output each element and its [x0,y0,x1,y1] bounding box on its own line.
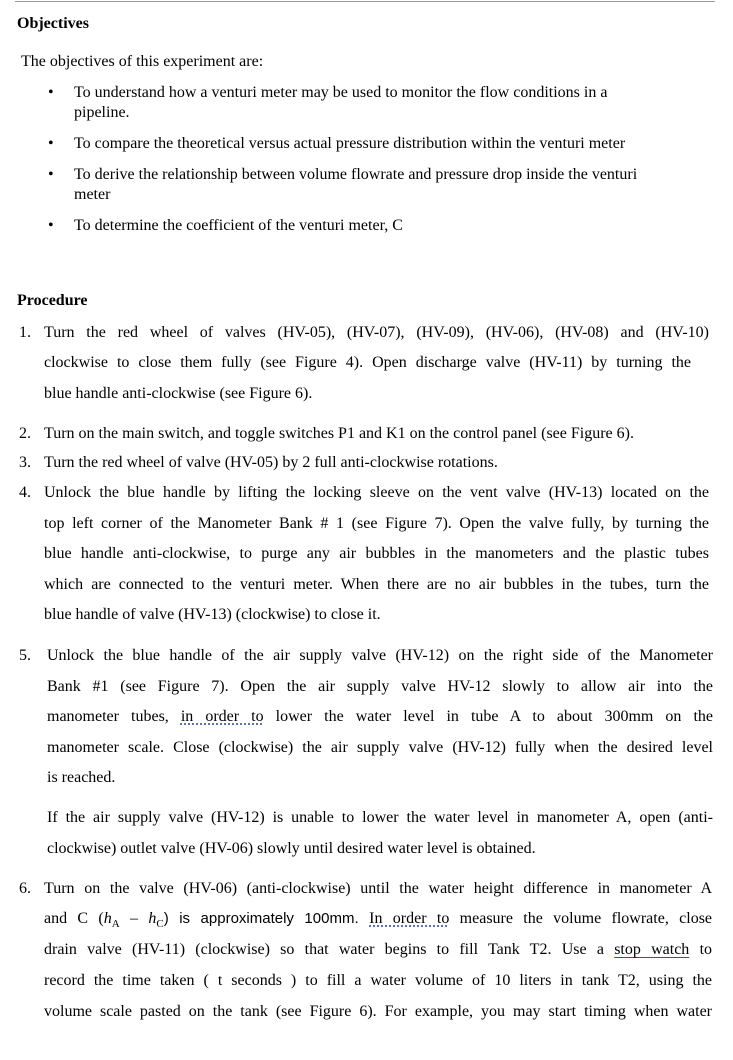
objective-item-3-cont: meter [74,186,111,203]
h-a-subscript: A [111,918,120,931]
step-5-para2-line-2: clockwise) outlet valve (HV-06) slowly until desired water level is obtained. [47,840,536,857]
step-5-para2-line-1: If the air supply valve (HV-12) is unable to lower the water level in manometer A, open (anti- [47,809,713,826]
step-6-line-3 [44,941,712,959]
step-5-line-3-pre: manometer tubes, [47,708,181,725]
step-6-line-2-rest: measure the volume flowrate, close [459,910,713,927]
top-rule [15,1,715,2]
objective-item-4: To determine the coefficient of the venturi meter, C [74,217,403,234]
objective-item-3: To derive the relationship between volume flowrate and pressure drop inside the venturi [74,166,638,183]
procedure-heading: Procedure [17,292,88,309]
step-5-line-3 [47,708,713,726]
objective-item-2: To compare the theoretical versus actual pressure distribution within the venturi meter [74,135,626,152]
step-6-line-3-rest: to [699,941,713,958]
step-4-line-4: which are connected to the venturi meter. When there are no air bubbles in the tubes, turn the [44,576,709,593]
step-number: 5. [19,647,31,664]
step-4-line-2: top left corner of the Manometer Bank # 1 (see Figure 7). Open the valve fully, by turning the [44,515,709,532]
objectives-heading: Objectives [17,15,89,32]
step-number: 1. [19,324,31,341]
step-5-line-4: manometer scale. Close (clockwise) the air supply valve (HV-12) fully when the desired level [47,739,713,756]
step-6-line-2-mid: ) is approximately 100mm. [163,910,370,927]
bullet-icon: • [48,135,54,152]
step-3-line-1: Turn the red wheel of valve (HV-05) by 2 full anti-clockwise rotations. [44,454,498,471]
step-5-line-5: is reached. [47,769,116,786]
step-1-line-2: clockwise to close them fully (see Figure 4). Open discharge valve (HV-11) by turning the [44,354,691,371]
step-6-line-2 [44,910,712,933]
step-number: 6. [19,880,31,897]
bullet-icon: • [48,166,54,183]
bullet-icon: • [48,217,54,234]
step-4-line-3: blue handle anti-clockwise, to purge any air bubbles in the manometers and the plastic tubes [44,545,709,562]
step-5-line-3-rest: lower the water level in tube A to about 300mm on the [275,708,714,725]
step-5-line-2: Bank #1 (see Figure 7). Open the air supply valve HV-12 slowly to allow air into the [47,678,713,695]
h-c-symbol: h [148,910,157,927]
step-2-line-1: Turn on the main switch, and toggle switches P1 and K1 on the control panel (see Figure 6). [44,425,634,442]
in-order-to-phrase: in order to [180,708,264,725]
step-number: 2. [19,425,31,442]
step-1-line-3: blue handle anti-clockwise (see Figure 6). [44,385,313,402]
in-order-to-phrase: In order to [369,910,450,927]
step-1-line-1: Turn the red wheel of valves (HV-05), (HV-07), (HV-09), (HV-06), (HV-08) and (HV-10) [44,324,709,341]
bullet-icon: • [48,84,54,101]
step-number: 4. [19,484,31,501]
objectives-intro: The objectives of this experiment are: [21,53,264,70]
stop-watch-term: stop watch [614,941,690,958]
step-4-line-1: Unlock the blue handle by lifting the locking sleeve on the vent valve (HV-13) located on the [44,484,709,501]
objective-item-1-cont: pipeline. [74,104,130,121]
h-a-symbol: h [103,910,112,927]
step-6-line-3-pre: drain valve (HV-11) (clockwise) so that water begins to fill Tank T2. Use a [44,941,604,958]
step-6-line-1: Turn on the valve (HV-06) (anti-clockwise) until the water height difference in manometer A [44,880,712,897]
h-c-subscript: C [156,918,164,931]
step-6-line-5: volume scale pasted on the tank (see Figure 6). For example, you may start timing when water [44,1003,712,1020]
step-4-line-5: blue handle of valve (HV-13) (clockwise) to close it. [44,606,381,623]
step-6-line-2-pre: and C ( [44,910,104,927]
step-number: 3. [19,454,31,471]
minus-sign: – [119,910,149,927]
objective-item-1: To understand how a venturi meter may be used to monitor the flow conditions in a [74,84,608,101]
step-5-line-1: Unlock the blue handle of the air supply valve (HV-12) on the right side of the Manometer [47,647,713,664]
step-6-line-4: record the time taken ( t seconds ) to fill a water volume of 10 liters in tank T2, using the [44,972,712,989]
